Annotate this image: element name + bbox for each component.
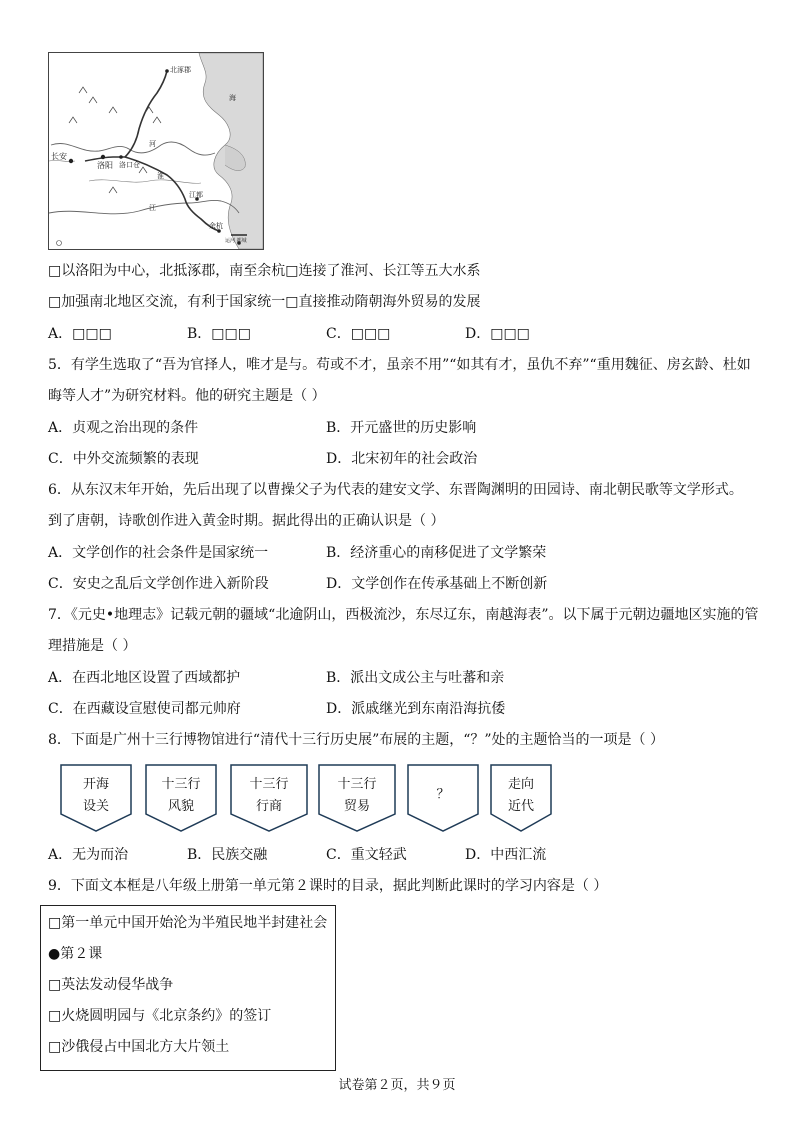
q6-option-d[interactable]: D．文学创作在传承基础上不断创新 (326, 576, 548, 592)
q6-option-b[interactable]: B．经济重心的南移促进了文学繁荣 (326, 545, 547, 561)
flow-box-5 (407, 764, 479, 832)
toc-item-1: □英法发动侵华战争 (48, 977, 174, 993)
toc-item-2: □火烧圆明园与《北京条约》的签订 (48, 1008, 272, 1024)
q4-option-d[interactable]: D．□□□ (465, 326, 530, 342)
flow-box-4 (318, 764, 396, 832)
q7-option-c[interactable]: C．在西藏设宣慰使司都元帅府 (48, 701, 241, 717)
q9-stem: 9．下面文本框是八年级上册第一单元第２课时的目录，据此判断此课时的学习内容是（ ） (48, 878, 608, 894)
map-label-sea: 海 (229, 94, 236, 102)
map-label-luokoucang: 洛口仓 (119, 161, 140, 169)
toc-unit-title: □第一单元中国开始沦为半殖民地半封建社会 (48, 915, 328, 931)
map-label-zhuojun: 北涿郡 (170, 66, 191, 74)
toc-lesson-title: ●第２课 (48, 946, 103, 962)
q7-option-b[interactable]: B．派出文成公主与吐蕃和亲 (326, 670, 505, 686)
q6-stem-line-1: 6．从东汉末年开始，先后出现了以曹操父子为代表的建安文学、东晋陶渊明的田园诗、南北朝民歌等文学形式。 (48, 482, 743, 498)
flow-box-5-text: ？ (436, 787, 450, 802)
q4-option-b[interactable]: B．□□□ (187, 326, 251, 342)
map-label-yuhang: 余杭 (209, 222, 223, 230)
q5-stem-line-1: 5．有学生选取了“吾为官择人，唯才是与。苟或不才，虽亲不用”“如其有才，虽仇不弃”“重用魏征、房玄龄、杜如 (48, 357, 751, 373)
q6-option-c[interactable]: C．安史之乱后文学创作进入新阶段 (48, 576, 269, 592)
q5-stem-line-2: 晦等人才”为研究材料。他的研究主题是（ ） (48, 388, 326, 404)
q5-option-b[interactable]: B．开元盛世的历史影响 (326, 420, 477, 436)
flow-box-1 (60, 764, 132, 832)
q6-option-a[interactable]: A．文学创作的社会条件是国家统一 (48, 545, 269, 561)
map-label-changan: 长安 (51, 152, 67, 161)
map-label-river-jiang: 江 (149, 204, 156, 212)
page-footer: 试卷第２页，共９页 (338, 1078, 456, 1093)
flow-box-6-text: 走向 近代 (507, 777, 534, 814)
q8-option-c[interactable]: C．重文轻武 (326, 847, 407, 863)
q8-option-a[interactable]: A．无为而治 (48, 847, 129, 863)
q4-statement-2: □加强南北地区交流，有利于国家统一□直接推动隋朝海外贸易的发展 (48, 294, 481, 310)
q6-stem-line-2: 到了唐朝，诗歌创作进入黄金时期。据此得出的正确认识是（ ） (48, 513, 445, 529)
q7-option-a[interactable]: A．在西北地区设置了西域都护 (48, 670, 241, 686)
flow-box-6 (490, 764, 552, 832)
flow-box-1-text: 开海 设关 (82, 777, 109, 814)
q8-option-b[interactable]: B．民族交融 (187, 847, 268, 863)
q5-option-c[interactable]: C．中外交流频繁的表现 (48, 451, 199, 467)
map-label-river-he: 河 (149, 140, 156, 148)
map-drawing (49, 53, 263, 249)
q8-stem: 8．下面是广州十三行博物馆进行“清代十三行历史展”布展的主题，“？”处的主题恰当的一项是（ ） (48, 732, 664, 748)
q7-stem-line-2: 理措施是（ ） (48, 638, 137, 654)
map-label-luoyang: 洛阳 (97, 161, 113, 170)
flow-box-2 (145, 764, 217, 832)
flow-box-3 (230, 764, 308, 832)
q8-option-d[interactable]: D．中西汇流 (465, 847, 547, 863)
flow-box-2-text: 十三行 风貌 (161, 777, 201, 814)
q4-statement-1: □以洛阳为中心，北抵涿郡，南至余杭□连接了淮河、长江等五大水系 (48, 263, 481, 279)
grand-canal-map (48, 52, 264, 250)
q4-option-c[interactable]: C．□□□ (326, 326, 391, 342)
q7-option-d[interactable]: D．派戚继光到东南沿海抗倭 (326, 701, 506, 717)
toc-item-3: □沙俄侵占中国北方大片领土 (48, 1039, 230, 1055)
flow-box-4-text: 十三行 贸易 (337, 777, 377, 814)
map-label-river-huai: 淮 (157, 172, 164, 180)
q5-option-a[interactable]: A．贞观之治出现的条件 (48, 420, 199, 436)
q7-stem-line-1: 7．《元史•地理志》记载元朝的疆域“北逾阴山，西极流沙，东尽辽东，南越海表”。以下属于元朝边疆地区实施的管 (48, 607, 759, 623)
q5-option-d[interactable]: D．北宋初年的社会政治 (326, 451, 478, 467)
flow-box-3-text: 十三行 行商 (249, 777, 289, 814)
map-label-jiangdu: 江都 (189, 191, 203, 199)
q4-option-a[interactable]: A．□□□ (48, 326, 112, 342)
map-legend: 运河 都城 (225, 238, 247, 244)
